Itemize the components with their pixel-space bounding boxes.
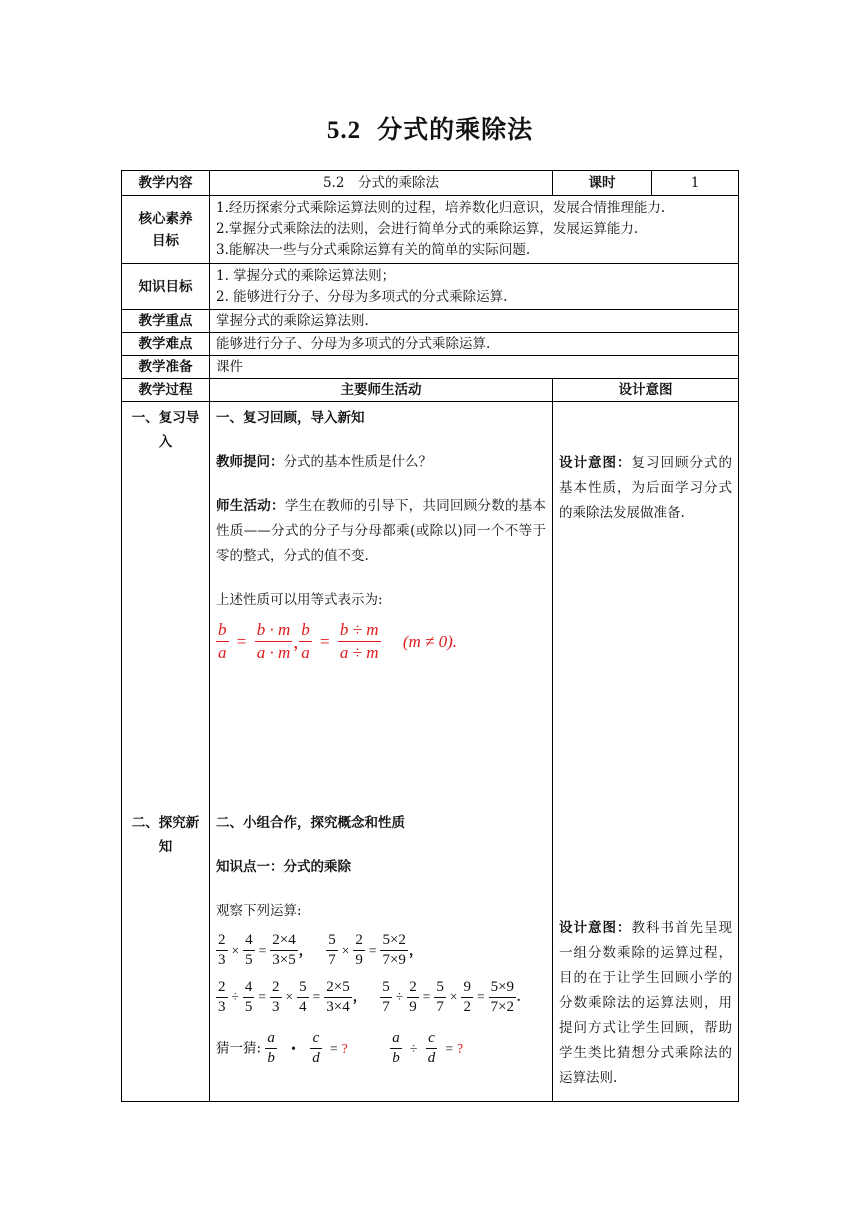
- calc-numerator: 2: [216, 978, 228, 998]
- process-header-intent: 设计意图: [553, 379, 739, 402]
- calc-denominator: 4: [299, 998, 307, 1015]
- period-value: 1: [652, 171, 739, 196]
- formula-intro: 上述性质可以用等式表示为:: [216, 592, 383, 608]
- intent-column: [553, 402, 739, 1102]
- core-literacy-content: [210, 196, 739, 264]
- calc-fraction: [326, 931, 338, 970]
- calc-denominator: 7×9: [382, 952, 406, 968]
- teacher-question-text: 分式的基本性质是什么？: [283, 454, 432, 470]
- calc-operator: =: [368, 942, 377, 958]
- calc-denominator: 9: [409, 998, 417, 1015]
- guess-divide: ÷: [410, 1040, 418, 1056]
- stage-column: [122, 402, 210, 1102]
- formula-condition: (m ≠ 0).: [402, 631, 457, 651]
- guess-label: 猜一猜:: [216, 1040, 262, 1057]
- teacher-student-activity: [216, 494, 546, 569]
- calc-numerator: 2: [216, 931, 228, 951]
- calc-fraction: [324, 978, 351, 1017]
- calc-fraction: [434, 978, 446, 1017]
- guess-fraction: $\frac{c}{d}$: [427, 1030, 436, 1066]
- calc-row-divide: [216, 971, 546, 1024]
- calc-denominator: 7: [382, 998, 390, 1015]
- process-body-row: [122, 402, 739, 1102]
- calc-denominator: 5: [244, 998, 253, 1015]
- content-label: 教学内容: [122, 171, 210, 196]
- knowledge-goal-item: 2. 能够进行分子、分母为多项式的分式乘除运算.: [216, 288, 508, 305]
- calc-operator: =: [258, 942, 267, 958]
- formula-equals: =: [320, 631, 330, 651]
- core-literacy-item: 3.能解决一些与分式乘除运算有关的简单的实际问题.: [216, 242, 531, 258]
- calc-denominator: 3×5: [272, 952, 296, 968]
- content-value: 5.2 分式的乘除法: [210, 171, 553, 196]
- calc-denominator: 3: [272, 998, 280, 1015]
- observe-text: 观察下列运算:: [216, 903, 302, 919]
- key-point-value: 掌握分式的乘除运算法则.: [210, 310, 739, 333]
- difficulty-row: [122, 333, 739, 356]
- activity-review-block: [216, 406, 546, 811]
- guess-fraction: $\frac{a}{b}$: [267, 1030, 275, 1066]
- calc-numerator: 2: [270, 978, 282, 998]
- calc-operator: =: [312, 989, 321, 1004]
- calc-operator: ×: [285, 989, 294, 1004]
- calc-numerator: 5×2: [380, 931, 407, 951]
- calc-denominator: 7: [328, 952, 336, 968]
- calc-fraction: [243, 931, 255, 970]
- process-header-row: [122, 379, 739, 402]
- core-literacy-item: 2.掌握分式乘除法的法则，会进行简单分式的乘除运算，发展运算能力.: [216, 221, 639, 237]
- guess-fraction: $\frac{c}{d}$: [312, 1030, 320, 1066]
- key-point-label: 教学重点: [122, 310, 210, 333]
- preparation-value: 课件: [210, 356, 739, 379]
- knowledge-goal-item: 1. 掌握分式的乘除运算法则；: [216, 267, 396, 284]
- core-literacy-label-line2: 目标: [152, 232, 179, 249]
- calc-numerator: 2×4: [270, 931, 297, 951]
- formula-fraction: $\frac{b}{a}$: [301, 620, 310, 662]
- content-row: [122, 171, 739, 196]
- calc-numerator: 5: [434, 978, 446, 998]
- calc-denominator: 5: [245, 952, 253, 968]
- formula-fraction: $\frac{b}{a}$: [218, 620, 227, 662]
- stage-explore: 二、探究新知: [131, 815, 200, 855]
- activity-column: [210, 402, 553, 1102]
- calc-fraction: [353, 931, 365, 970]
- calc-numerator: 5: [380, 978, 392, 998]
- fraction-property-formula: [216, 619, 546, 664]
- calc-numerator: 5: [326, 931, 338, 951]
- title-text: 分式的乘除法: [377, 115, 534, 144]
- calc-fraction: [489, 978, 516, 1017]
- intent-review: [559, 451, 732, 916]
- calc-fraction: [270, 931, 297, 970]
- calc-operator: .: [517, 989, 521, 1004]
- preparation-row: [122, 356, 739, 379]
- process-header-activity: 主要师生活动: [210, 379, 553, 402]
- calc-numerator: 2: [353, 931, 365, 951]
- formula-equals: =: [236, 631, 247, 651]
- calc-numerator: 4: [243, 931, 255, 951]
- calc-numerator: 5×9: [489, 978, 516, 998]
- guess-question: ?: [457, 1040, 464, 1056]
- calc-fraction: [461, 978, 473, 1017]
- core-literacy-label: [122, 196, 210, 264]
- calc-operator: ×: [449, 989, 458, 1004]
- calc-fraction: [297, 978, 309, 1017]
- core-literacy-label-line1: 核心素养: [138, 210, 193, 227]
- calc-operator: ，: [408, 942, 423, 958]
- calc-numerator: 5: [297, 978, 309, 998]
- calc-fraction: [216, 978, 228, 1017]
- calc-numerator: 2×5: [324, 978, 351, 998]
- calc-denominator: 3×4: [326, 998, 350, 1015]
- lesson-plan-table: [121, 170, 739, 1102]
- intent-explore: [559, 916, 732, 1091]
- page-title: [0, 110, 860, 146]
- formula-comma: ,: [293, 630, 299, 653]
- intent-explore-text: 教科书首先呈现一组分数乘除的运算过程，目的在于让学生回顾小学的分数乘除法的运算法则，用提问方式让学生回顾，帮助学生类比猜想分式乘除法的运算法则.: [559, 920, 733, 1086]
- knowledge-goal-label: 知识目标: [122, 264, 210, 310]
- guess-question: ?: [341, 1040, 348, 1056]
- period-label: 课时: [553, 171, 652, 196]
- calc-fraction: [270, 978, 282, 1017]
- difficulty-label: 教学难点: [122, 333, 210, 356]
- calc-operator: =: [476, 989, 485, 1004]
- knowledge-goal-row: [122, 264, 739, 310]
- formula-fraction: $\frac{b \cdot m}{a \cdot m}$: [256, 620, 291, 662]
- knowledge-goal-content: [210, 264, 739, 310]
- stage-review: 一、复习导入: [131, 410, 200, 450]
- calc-numerator: 4: [243, 978, 255, 998]
- teacher-question-label: 教师提问：: [216, 454, 284, 470]
- calc-fraction: [380, 931, 407, 970]
- guess-row: [216, 1029, 546, 1068]
- calc-denominator: 9: [355, 952, 363, 968]
- calc-denominator: 7: [436, 998, 444, 1015]
- title-number: 5.2: [326, 117, 362, 144]
- calc-denominator: 3: [218, 952, 226, 968]
- intent-review-label: 设计意图：: [559, 455, 632, 471]
- knowledge-point-heading: 知识点一：分式的乘除: [216, 859, 351, 875]
- calc-fraction: [243, 978, 255, 1017]
- calc-operator: =: [258, 989, 267, 1004]
- core-literacy-item: 1.经历探索分式乘除运算法则的过程，培养数化归意识，发展合情推理能力.: [216, 200, 666, 216]
- calc-operator: ，: [298, 942, 313, 958]
- calc-operator: ，: [352, 989, 367, 1004]
- calc-fraction: [216, 931, 228, 970]
- formula-fraction: $\frac{b \div m}{a \div m}$: [339, 620, 379, 662]
- preparation-label: 教学准备: [122, 356, 210, 379]
- activity-text: 学生在教师的引导下，共同回顾分数的基本性质——分式的分子与分母都乘(或除以)同一个不等于零的整式，分式的值不变.: [216, 498, 547, 564]
- teacher-question: [216, 450, 546, 475]
- calc-numerator: 2: [407, 978, 419, 998]
- calc-fraction: [407, 978, 419, 1017]
- guess-fraction: $\frac{a}{b}$: [392, 1030, 400, 1066]
- calc-fraction: [380, 978, 392, 1017]
- intent-explore-label: 设计意图：: [559, 920, 632, 936]
- calc-operator: ÷: [231, 989, 239, 1004]
- calc-numerator: 9: [461, 978, 473, 998]
- guess-dot: •: [291, 1040, 296, 1056]
- core-literacy-row: [122, 196, 739, 264]
- guess-equals: =: [329, 1040, 338, 1056]
- calc-row-multiply: [216, 924, 546, 977]
- calc-denominator: 3: [218, 998, 226, 1015]
- activity-label: 师生活动：: [216, 498, 285, 514]
- calc-operator: ×: [231, 942, 240, 958]
- calc-operator: =: [422, 989, 431, 1004]
- process-header-stage: 教学过程: [122, 379, 210, 402]
- intent-review-text: 复习回顾分式的基本性质，为后面学习分式的乘除法发展做准备.: [559, 455, 733, 521]
- key-point-row: [122, 310, 739, 333]
- guess-equals: =: [445, 1040, 454, 1056]
- explore-heading: 二、小组合作，探究概念和性质: [216, 815, 405, 831]
- calc-denominator: 2: [463, 998, 471, 1015]
- calc-operator: ÷: [395, 989, 404, 1004]
- difficulty-value: 能够进行分子、分母为多项式的分式乘除运算.: [210, 333, 739, 356]
- review-heading: 一、复习回顾，导入新知: [216, 410, 365, 426]
- calc-denominator: 7×2: [490, 998, 515, 1015]
- calc-operator: ×: [341, 942, 350, 958]
- activity-explore-block: [216, 811, 546, 1068]
